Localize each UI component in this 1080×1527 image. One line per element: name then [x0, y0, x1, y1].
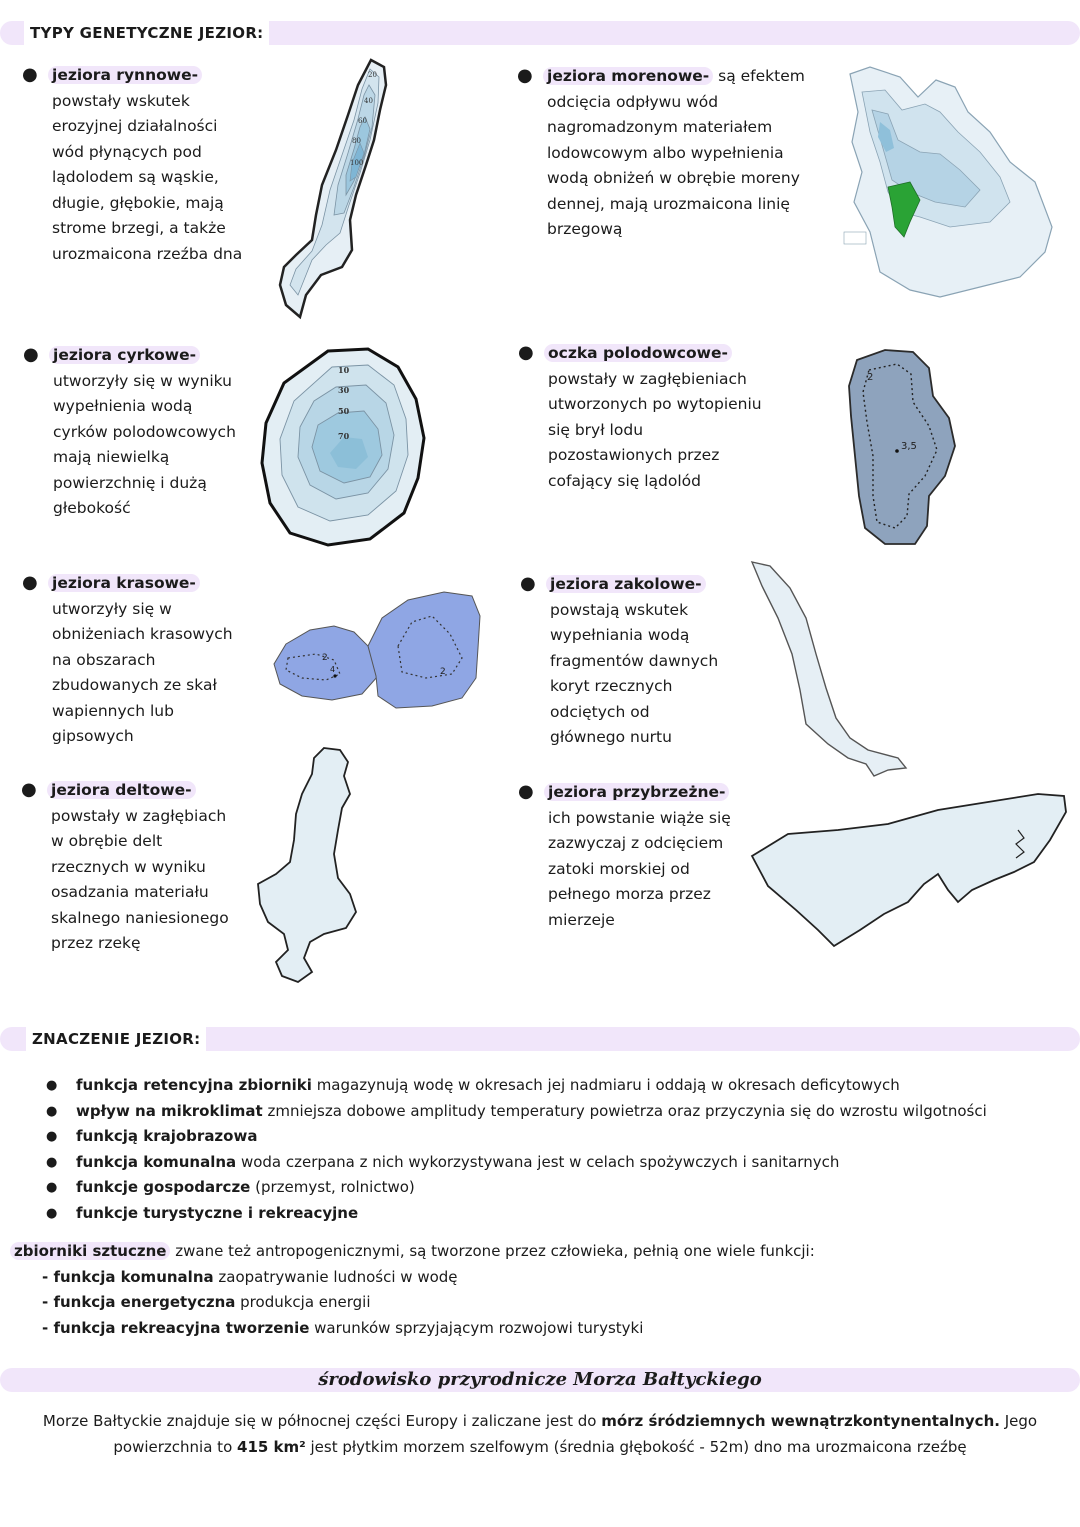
oxbow-lake-map — [748, 558, 908, 778]
depth-label: 2 — [440, 667, 446, 677]
lake-name: jeziora rynnowe- — [48, 66, 202, 84]
moraine-lake-map — [840, 62, 1065, 307]
coastal-lake-map — [748, 790, 1070, 950]
lake-oczka: ● oczka polodowcowe- powstały w zagłębieniach utworzonych po wytopieniu się brył lodu pozostawionych przez cofający się lądolód — [518, 342, 762, 490]
functions-list — [46, 1073, 987, 1226]
list-item: ● funkcja komunalna woda czerpana z nich wykorzystywana jest w celach spożywczych i sanitarnych — [46, 1150, 987, 1176]
baltic-paragraph: Morze Bałtyckie znajduje się w północnej części Europy i zaliczane jest do mórz śródziemnych wewnątrzkontynentalnych. Jego powierzchnia to 415 km² jest płytkim morzem szelfowym (średnia głębokość - 52m) dno ma urozmaicona rzeźbę — [42, 1412, 1038, 1456]
bullet-icon: ● — [517, 65, 533, 86]
list-item: - funkcja rekreacyjna tworzenie warunków sprzyjającym rozwojowi turystyki — [42, 1318, 644, 1337]
list-item: ● funkcja retencyjna zbiorniki magazynują wodę w okresach jej nadmiaru i oddają w okresach deficytowych — [46, 1073, 987, 1099]
lake-name: jeziora morenowe- — [543, 67, 713, 85]
lake-name: oczka polodowcowe- — [544, 344, 732, 362]
bullet-icon: ● — [22, 64, 38, 85]
bullet-icon: ● — [23, 344, 39, 365]
lake-krasowe: ● jeziora krasowe- utworzyły się w obniżeniach krasowych na obszarach zbudowanych ze skał wapiennych lub gipsowych — [22, 572, 233, 745]
lake-name: jeziora zakolowe- — [546, 575, 706, 593]
lake-zakolowe: ● jeziora zakolowe- powstają wskutek wypełniania wodą fragmentów dawnych koryt rzecznych odciętych od głównego nurtu — [520, 573, 719, 746]
section-title-types: TYPY GENETYCZNE JEZIOR: — [24, 21, 269, 45]
karst-lake-map — [272, 588, 482, 713]
lake-morenowe: ● jeziora morenowe- są efektem odcięcia odpływu wód nagromadzonym materiałem lodowcowym albo wypełnienia wodą obniżeń w obrębie moreny dennej, mają urozmaicona linię brzegową — [517, 65, 805, 238]
delta-lake-map — [254, 744, 364, 988]
depth-label: 3,5 — [901, 441, 917, 452]
baltic-heading: środowisko przyrodnicze Morza Bałtyckiego — [318, 1369, 762, 1390]
bullet-icon: ● — [518, 781, 534, 802]
lake-deltowe: ● jeziora deltowe- powstały w zagłębiach w obrębie delt rzecznych w wyniku osadzania materiału skalnego naniesionego przez rzekę — [21, 779, 229, 952]
lake-name: jeziora deltowe- — [47, 781, 196, 799]
depth-label: 2 — [867, 372, 874, 383]
depth-label: 4 — [330, 665, 336, 674]
bullet-icon: ● — [518, 342, 534, 363]
lake-name: jeziora krasowe- — [48, 574, 200, 592]
depth-label: 100 — [350, 159, 364, 167]
list-item: ● funkcje gospodarcze (przemyst, rolnictwo) — [46, 1175, 987, 1201]
ribbon-lake-map — [276, 55, 396, 325]
lake-name: jeziora cyrkowe- — [49, 346, 200, 364]
depth-label: 30 — [338, 385, 350, 395]
list-item: ● funkcją krajobrazowa — [46, 1124, 987, 1150]
section-title-importance: ZNACZENIE JEZIOR: — [26, 1027, 206, 1051]
lake-cyrkowe: ● jeziora cyrkowe- utworzyły się w wyniku wypełnienia wodą cyrków polodowcowych mają niewielką powierzchnię i dużą głebokość — [23, 344, 236, 517]
lake-przybrzezne: ● jeziora przybrzeżne- ich powstanie wiąże się zazwyczaj z odcięciem zatoki morskiej od pełnego morza przez mierzeje — [518, 781, 731, 929]
kettle-lake-map — [845, 346, 960, 548]
cirque-lake-map — [258, 343, 438, 548]
list-item: ● wpływ na mikroklimat zmniejsza dobowe amplitudy temperatury powietrza oraz przyczynia się do wzrostu wilgotności — [46, 1099, 987, 1125]
depth-label: 2 — [322, 653, 328, 663]
bullet-icon: ● — [520, 573, 536, 594]
lake-name: jeziora przybrzeżne- — [544, 783, 729, 801]
depth-label: 70 — [338, 431, 350, 441]
artificial-reservoirs: zbiorniki sztuczne zwane też antropogenicznymi, są tworzone przez człowieka, pełnią one wiele funkcji: - funkcja komunalna zaopatrywanie ludności w wodę - funkcja energetyczna produkcja energii - funkcja rekreacyjna tworzenie warunków sprzyjającym rozwojowi turystyki — [14, 1239, 815, 1341]
depth-label: 40 — [364, 97, 373, 105]
depth-label: 10 — [338, 365, 350, 375]
list-item: - funkcja komunalna zaopatrywanie ludności w wodę — [42, 1267, 458, 1286]
depth-label: 80 — [352, 137, 361, 145]
lake-rynnowe: ● jeziora rynnowe- powstały wskutek erozyjnej działalności wód płynących pod lądolodem są wąskie, długie, głębokie, mają strome brzegi, a także urozmaicona rzeźba dna — [22, 64, 243, 263]
list-item: ● funkcje turystyczne i rekreacyjne — [46, 1201, 987, 1227]
depth-label: 50 — [338, 406, 350, 416]
bullet-icon: ● — [21, 779, 37, 800]
depth-label: 60 — [358, 117, 367, 125]
bullet-icon: ● — [22, 572, 38, 593]
artificial-term: zbiorniki sztuczne — [10, 1242, 170, 1260]
depth-label: 20 — [368, 71, 377, 79]
list-item: - funkcja energetyczna produkcja energii — [42, 1293, 371, 1311]
